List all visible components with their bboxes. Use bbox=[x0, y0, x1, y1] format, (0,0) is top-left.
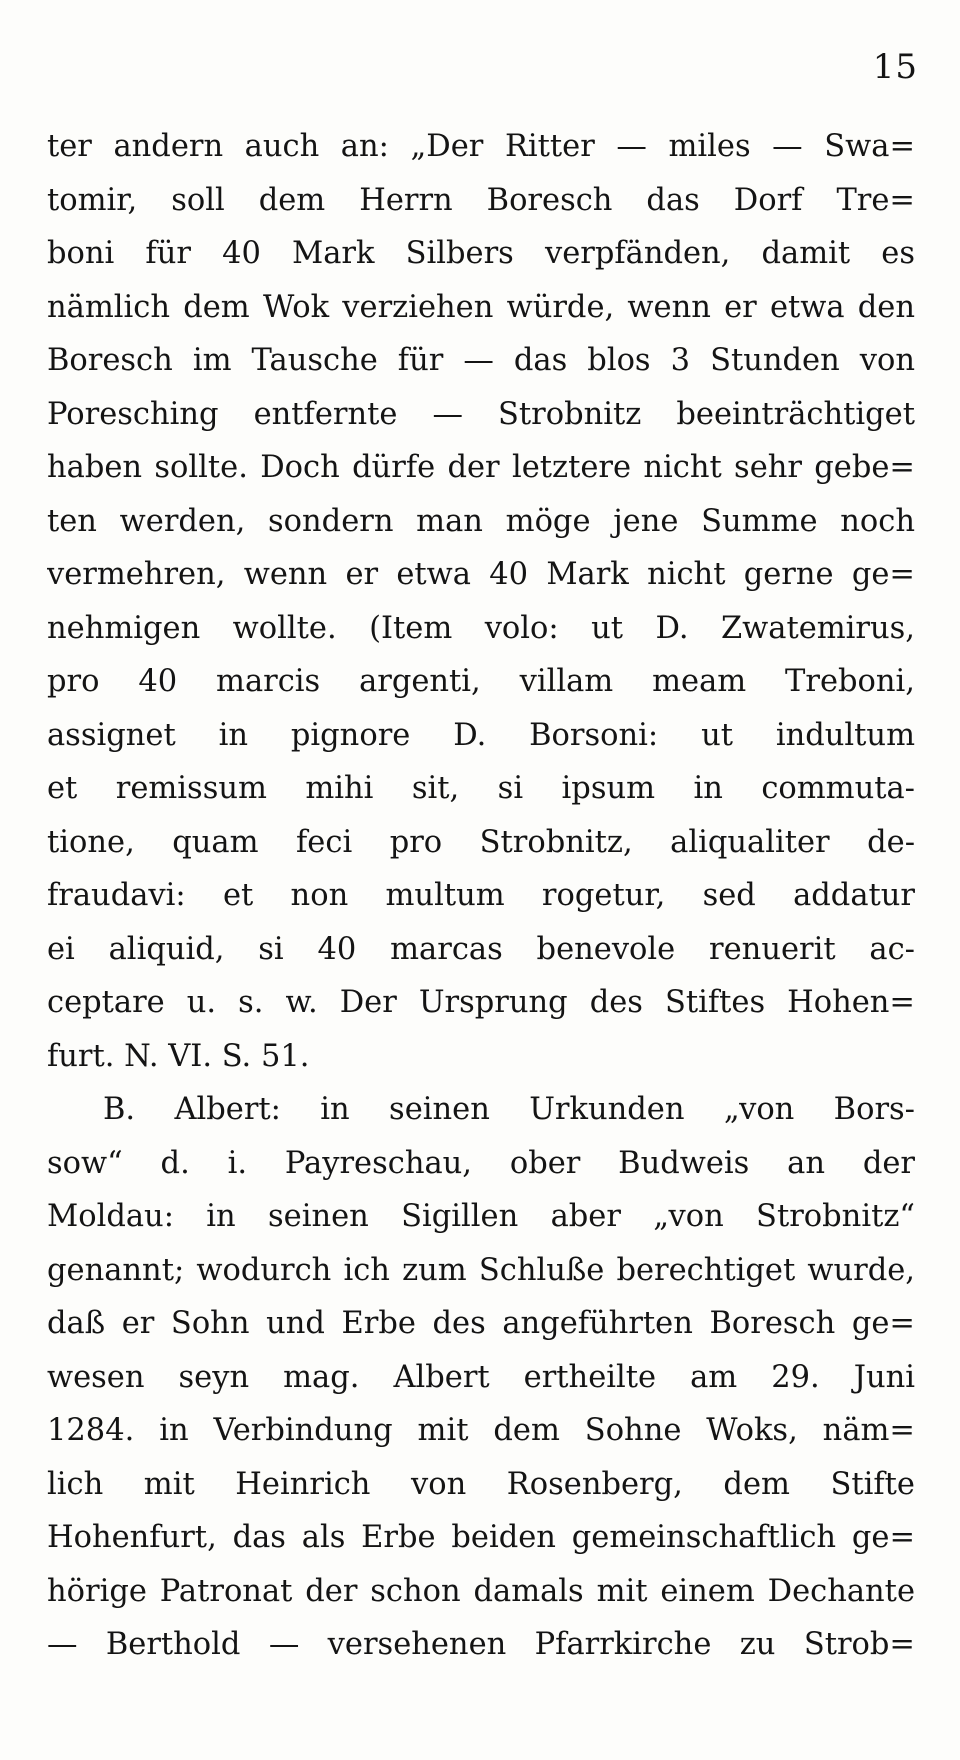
text-line: ten werden, sondern man möge jene Summe noch bbox=[47, 503, 915, 539]
text-line: hörige Patronat der schon damals mit einem Dechante bbox=[47, 1573, 915, 1609]
text-line: pro 40 marcis argenti, villam meam Treboni, bbox=[47, 664, 915, 699]
body-text bbox=[47, 120, 915, 1672]
text-line: Moldau: in seinen Sigillen aber „von Strobnitz“ bbox=[47, 1199, 915, 1234]
text-line: ceptare u. s. w. Der Ursprung des Stiftes Hohen= bbox=[47, 985, 915, 1020]
text-line: Boresch im Tausche für — das blos 3 Stunden von bbox=[47, 343, 915, 378]
text-line: wesen seyn mag. Albert ertheilte am 29. Juni bbox=[47, 1359, 915, 1395]
text-line: genannt; wodurch ich zum Schluße berechtiget wurde, bbox=[47, 1252, 915, 1288]
text-line: ei aliquid, si 40 marcas benevole renuerit ac- bbox=[47, 931, 915, 967]
text-line: vermehren, wenn er etwa 40 Mark nicht gerne ge= bbox=[47, 557, 915, 592]
text-line: Hohenfurt, das als Erbe beiden gemeinschaftlich ge= bbox=[47, 1520, 915, 1555]
text-line: sow“ d. i. Payreschau, ober Budweis an der bbox=[47, 1145, 915, 1181]
page-number: 15 bbox=[872, 47, 918, 87]
text-line: — Berthold — versehenen Pfarrkirche zu Strob= bbox=[47, 1627, 915, 1662]
text-line: daß er Sohn und Erbe des angeführten Boresch ge= bbox=[47, 1306, 915, 1341]
text-line: assignet in pignore D. Borsoni: ut indultum bbox=[47, 717, 915, 753]
text-line: tomir, soll dem Herrn Boresch das Dorf Tre= bbox=[47, 182, 915, 218]
text-line: Poresching entfernte — Strobnitz beeinträchtiget bbox=[47, 396, 915, 432]
text-line: 1284. in Verbindung mit dem Sohne Woks, näm= bbox=[47, 1413, 915, 1448]
text-line: furt. N. VI. S. 51. bbox=[47, 1038, 310, 1074]
text-line: boni für 40 Mark Silbers verpfänden, damit es bbox=[47, 236, 915, 271]
text-line: haben sollte. Doch dürfe der letztere nicht sehr gebe= bbox=[47, 450, 915, 485]
text-line: ter andern auch an: „Der Ritter — miles — Swa= bbox=[47, 129, 915, 164]
text-line: nehmigen wollte. (Item volo: ut D. Zwatemirus, bbox=[47, 610, 915, 646]
text-line: B. Albert: in seinen Urkunden „von Bors- bbox=[103, 1092, 915, 1127]
text-line: lich mit Heinrich von Rosenberg, dem Stifte bbox=[47, 1466, 915, 1502]
text-line: tione, quam feci pro Strobnitz, aliqualiter de- bbox=[47, 824, 915, 860]
text-line: fraudavi: et non multum rogetur, sed addatur bbox=[47, 878, 915, 913]
text-line: et remissum mihi sit, si ipsum in commuta- bbox=[47, 771, 915, 806]
text-line: nämlich dem Wok verziehen würde, wenn er etwa den bbox=[47, 289, 915, 325]
